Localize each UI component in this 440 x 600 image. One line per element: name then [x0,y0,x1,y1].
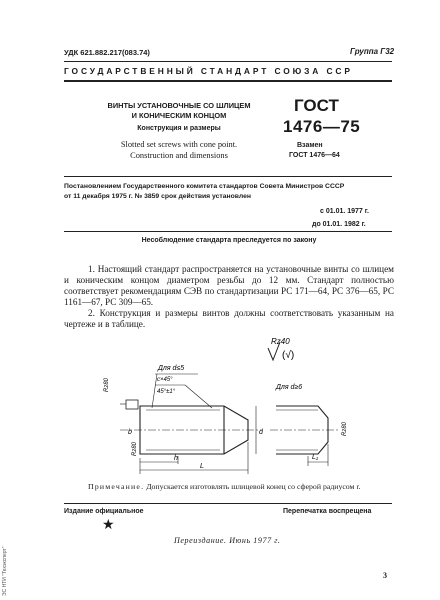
decree-text [64,182,394,202]
note [64,481,394,493]
udk-code: УДК 621.882.217(083.74) [64,48,150,57]
large-screw-end [270,406,338,466]
rz80-c: Rz80 [342,421,348,436]
page-number: 3 [383,571,387,580]
chamfer-label: c×45° [157,377,173,383]
title-english [104,140,254,161]
rz40-label: Rz40 [271,337,290,346]
star-icon: ★ [102,518,115,533]
banner-rule [64,80,392,82]
dia-large-label: Для d≥6 [276,384,303,391]
dim-L: L [200,463,204,470]
valid-from: с 01.01. 1977 г. [320,208,369,215]
dim-b: b [128,429,132,436]
state-standard-banner: ГОСУДАРСТВЕННЫЙ СТАНДАРТ СОЮЗА ССР [64,66,353,76]
warning-rule [64,231,392,232]
rz-suffix: (√) [282,350,295,361]
official-edition: Издание официальное [64,508,144,515]
gost-label: ГОСТ [294,96,339,115]
title-ru-line1: ВИНТЫ УСТАНОВОЧНЫЕ СО ШЛИЦЕМ [107,101,251,110]
decree-rule [64,176,392,177]
gost-number: 1476—75 [283,117,361,136]
paragraph-2: 2. Конструкция и размеры винтов должны соответствовать указанным на чертеже и в таблице. [64,308,394,329]
side-stamp [0,510,14,598]
cone-angle-label: 45°±1° [157,389,176,395]
screw-body [120,406,262,454]
title-en-line2: Construction and dimensions [130,150,228,160]
group-code: Группа Г32 [350,47,395,56]
rz80-b: Rz80 [132,441,138,456]
note-text: Допускается изготовлять шлицевой конец со сферой радиусом r. [146,482,361,491]
note-label: Примечание. [88,482,145,491]
dia-small-label: Для d≤5 [158,365,185,372]
dim-d: d [259,429,263,436]
slot-detail [126,400,138,409]
rz80-a: Rz80 [104,377,110,392]
title-ru-line2: И КОНИЧЕСКИМ КОНЦОМ [131,111,227,120]
valid-to: до 01.01. 1982 г. [312,221,366,228]
subtitle-russian: Конструкция и размеры [137,125,221,132]
replaces-number: ГОСТ 1476—64 [289,152,340,159]
reprint-forbidden: Перепечатка воспрещена [283,508,372,515]
decree-line1: Постановлением Государственного комитета стандартов Совета Министров СССР [64,183,345,190]
title-russian [104,101,254,121]
dim-L1: L₁ [312,454,319,461]
decree-line2: от 11 декабря 1975 г. № 3859 срок действия установлен [64,193,251,200]
screw-drawing [100,334,360,474]
law-warning: Несоблюдение стандарта преследуется по закону [141,237,317,244]
footer-rule [64,503,392,504]
title-en-line1: Slotted set screws with cone point. [120,140,238,149]
reissue-date: Переиздание. Июнь 1977 г. [174,536,281,545]
top-rule [64,61,392,62]
paragraph-1: 1. Настоящий стандарт распространяется на установочные винты со шлицем и коническим концом диаметром резьбы до 12 мм. Стандарт полностью соответствует рекомендациям СЭВ по стандартизации РС 171—64, РС 376—65, РС 1161—67, РС 309—65. [64,264,394,307]
side-stamp-text: ЭС НТИ "Техэксперт" [2,546,8,596]
dim-h: h [174,455,178,462]
replaces-label: Взамен [297,142,323,149]
